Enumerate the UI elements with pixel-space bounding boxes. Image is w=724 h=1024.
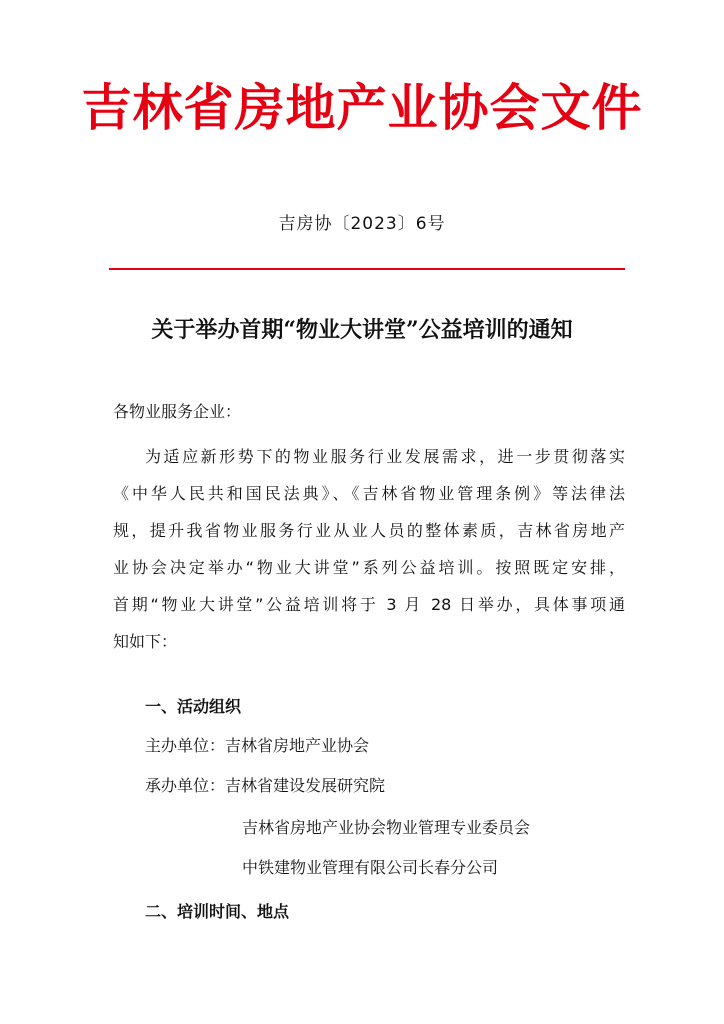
- organizer-unit-line: 承办单位：吉林省建设发展研究院: [145, 776, 386, 795]
- salutation: 各物业服务企业：: [113, 402, 242, 421]
- notice-title: 关于举办首期“物业大讲堂”公益培训的通知: [151, 317, 573, 343]
- header-divider: [109, 268, 625, 270]
- paragraph-line: 业协会决定举办“物业大讲堂”系列公益培训。按照既定安排，: [113, 558, 625, 577]
- document-number: 吉房协〔2023〕6号: [278, 214, 446, 234]
- paragraph-line: 为适应新形势下的物业服务行业发展需求，进一步贯彻落实: [145, 447, 625, 466]
- paragraph-line: 首期“物业大讲堂”公益培训将于 3 月 28 日举办，具体事项通: [113, 595, 625, 614]
- host-unit-line: 主办单位：吉林省房地产业协会: [145, 736, 370, 755]
- organizer-unit-extra: 中铁建物业管理有限公司长春分公司: [242, 858, 499, 877]
- document-header-title: 吉林省房地产业协会文件: [81, 78, 643, 137]
- organizer-unit-extra: 吉林省房地产业协会物业管理专业委员会: [242, 818, 531, 837]
- paragraph-line: 《中华人民共和国民法典》、《吉林省物业管理条例》等法律法: [113, 484, 625, 503]
- section-heading-time-place: 二、培训时间、地点: [145, 902, 290, 921]
- section-heading-activity-org: 一、活动组织: [145, 697, 242, 716]
- paragraph-line: 知如下：: [113, 632, 178, 651]
- paragraph-line: 规，提升我省物业服务行业从业人员的整体素质，吉林省房地产: [113, 521, 625, 540]
- intro-paragraph: [113, 438, 625, 660]
